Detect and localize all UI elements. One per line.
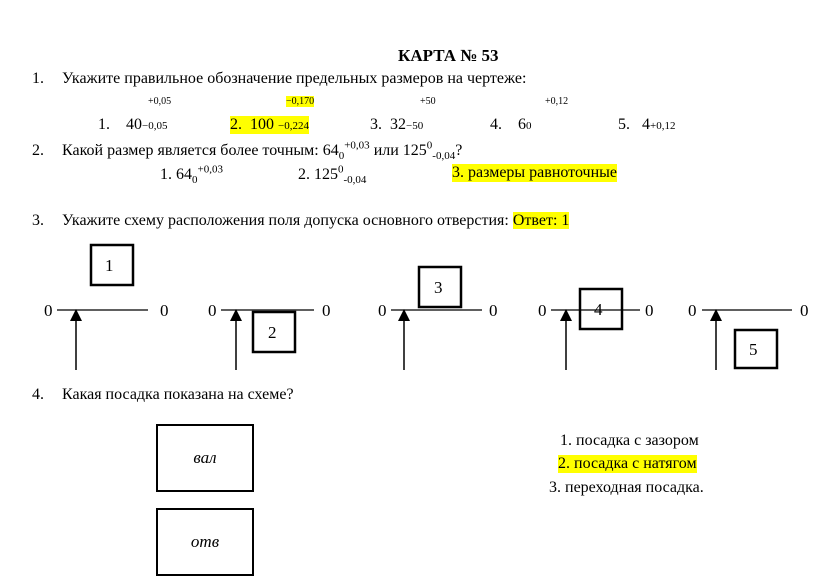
q1-opt3-lower: −50: [406, 120, 424, 132]
scheme-2: [208, 301, 331, 370]
scheme-3-label: 3: [434, 278, 443, 297]
q4-answer-2: 2. посадка с натягом: [558, 455, 697, 472]
scheme-4-label: 4: [594, 300, 603, 319]
q1-option-3: [370, 116, 423, 134]
scheme-5-label: 5: [749, 340, 758, 359]
q1-opt1-num: 1.: [98, 116, 110, 133]
scheme-2-label: 2: [268, 323, 277, 342]
scheme-5-zero-right: 0: [800, 301, 809, 320]
q1-text: Укажите правильное обозначение предельных размеров на чертеже:: [62, 70, 527, 87]
scheme-3: [378, 267, 498, 370]
q2-text-or: или 125: [369, 142, 427, 159]
q2-a-sub: 0: [338, 150, 345, 163]
q2-opt2-num: 2. 125: [298, 166, 338, 183]
q4-text: Какая посадка показана на схеме?: [62, 386, 294, 403]
q2-a-sup: +0,03: [344, 139, 370, 152]
q2-opt2-sup: 0: [338, 163, 344, 176]
scheme-1: [44, 245, 169, 370]
q1-opt1-lower: −0,05: [142, 120, 168, 132]
q4-answer-1: 1. посадка с зазором: [560, 432, 699, 449]
q2-opt1-sup: +0,03: [197, 163, 223, 176]
hole-label: отв: [190, 532, 220, 551]
scheme-5: [688, 301, 809, 370]
q3-answer: Ответ: 1: [512, 212, 570, 229]
q1-opt1-upper: +0,05: [148, 96, 172, 107]
scheme-2-zero-right: 0: [322, 301, 331, 320]
q1-number: 1.: [32, 70, 44, 87]
q4-number: 4.: [32, 386, 44, 403]
q2-number: 2.: [32, 142, 44, 159]
scheme-4: [538, 289, 654, 370]
q2-b-sub: -0,04: [432, 150, 456, 163]
scheme-3-zero-left: 0: [378, 301, 387, 320]
q2-option-3: 3. размеры равноточные: [452, 164, 618, 181]
q1-opt4-num: 4.: [490, 116, 502, 133]
q1-opt1-base: 40: [126, 116, 142, 133]
q3-number: 3.: [32, 212, 44, 229]
scheme-4-zero-right: 0: [645, 301, 654, 320]
q1-opt3-upper: +50: [420, 96, 436, 107]
tolerance-schemes: [0, 240, 840, 370]
q1-option-2: [230, 116, 309, 134]
q1-opt2-num: 2.: [230, 116, 242, 133]
q1-opt3-num: 3.: [370, 116, 382, 133]
q2-b-sup: 0: [426, 139, 433, 152]
q1-opt4-base: 6: [518, 116, 526, 133]
q2-opt1-num: 1. 64: [160, 166, 192, 183]
q2-text-a: Какой размер является более точным: 64: [62, 142, 339, 159]
q3-text: [62, 212, 569, 230]
scheme-2-zero-left: 0: [208, 301, 217, 320]
shaft-label: вал: [193, 448, 217, 467]
q1-opt2-upper: −0,170: [286, 96, 315, 107]
q1-opt5-lower: +0,12: [650, 120, 676, 132]
scheme-5-zero-left: 0: [688, 301, 697, 320]
page-title: КАРТА № 53: [398, 46, 499, 65]
shaft-box: [156, 424, 254, 492]
q3-question: Укажите схему расположения поля допуска основного отверстия:: [62, 212, 509, 229]
q1-opt5-num: 5.: [618, 116, 630, 133]
scheme-4-zero-left: 0: [538, 301, 547, 320]
q2-option-1: [160, 163, 223, 187]
q1-opt4-lower: 0: [526, 120, 532, 132]
q2-text-end: ?: [455, 142, 463, 159]
scheme-1-label: 1: [105, 256, 114, 275]
q1-opt4-upper: +0,12: [545, 96, 569, 107]
scheme-1-zero-left: 0: [44, 301, 53, 320]
q2-opt1-sub: 0: [192, 174, 198, 187]
q2-text: [62, 139, 463, 163]
q1-option-4: [490, 116, 532, 134]
q2-opt2-sub: -0,04: [343, 174, 367, 187]
q1-opt3-base: 32: [390, 116, 406, 133]
q2-option-2: [298, 163, 367, 187]
hole-box: [156, 508, 254, 576]
q1-option-5: [618, 116, 675, 134]
q4-answer-3: 3. переходная посадка.: [549, 479, 704, 496]
q1-option-1: [98, 116, 167, 134]
scheme-3-zero-right: 0: [489, 301, 498, 320]
scheme-1-zero-right: 0: [160, 301, 169, 320]
q1-opt2-lower: −0,224: [278, 120, 309, 132]
q1-opt5-base: 4: [642, 116, 650, 133]
q1-opt2-base: 100: [250, 116, 274, 133]
